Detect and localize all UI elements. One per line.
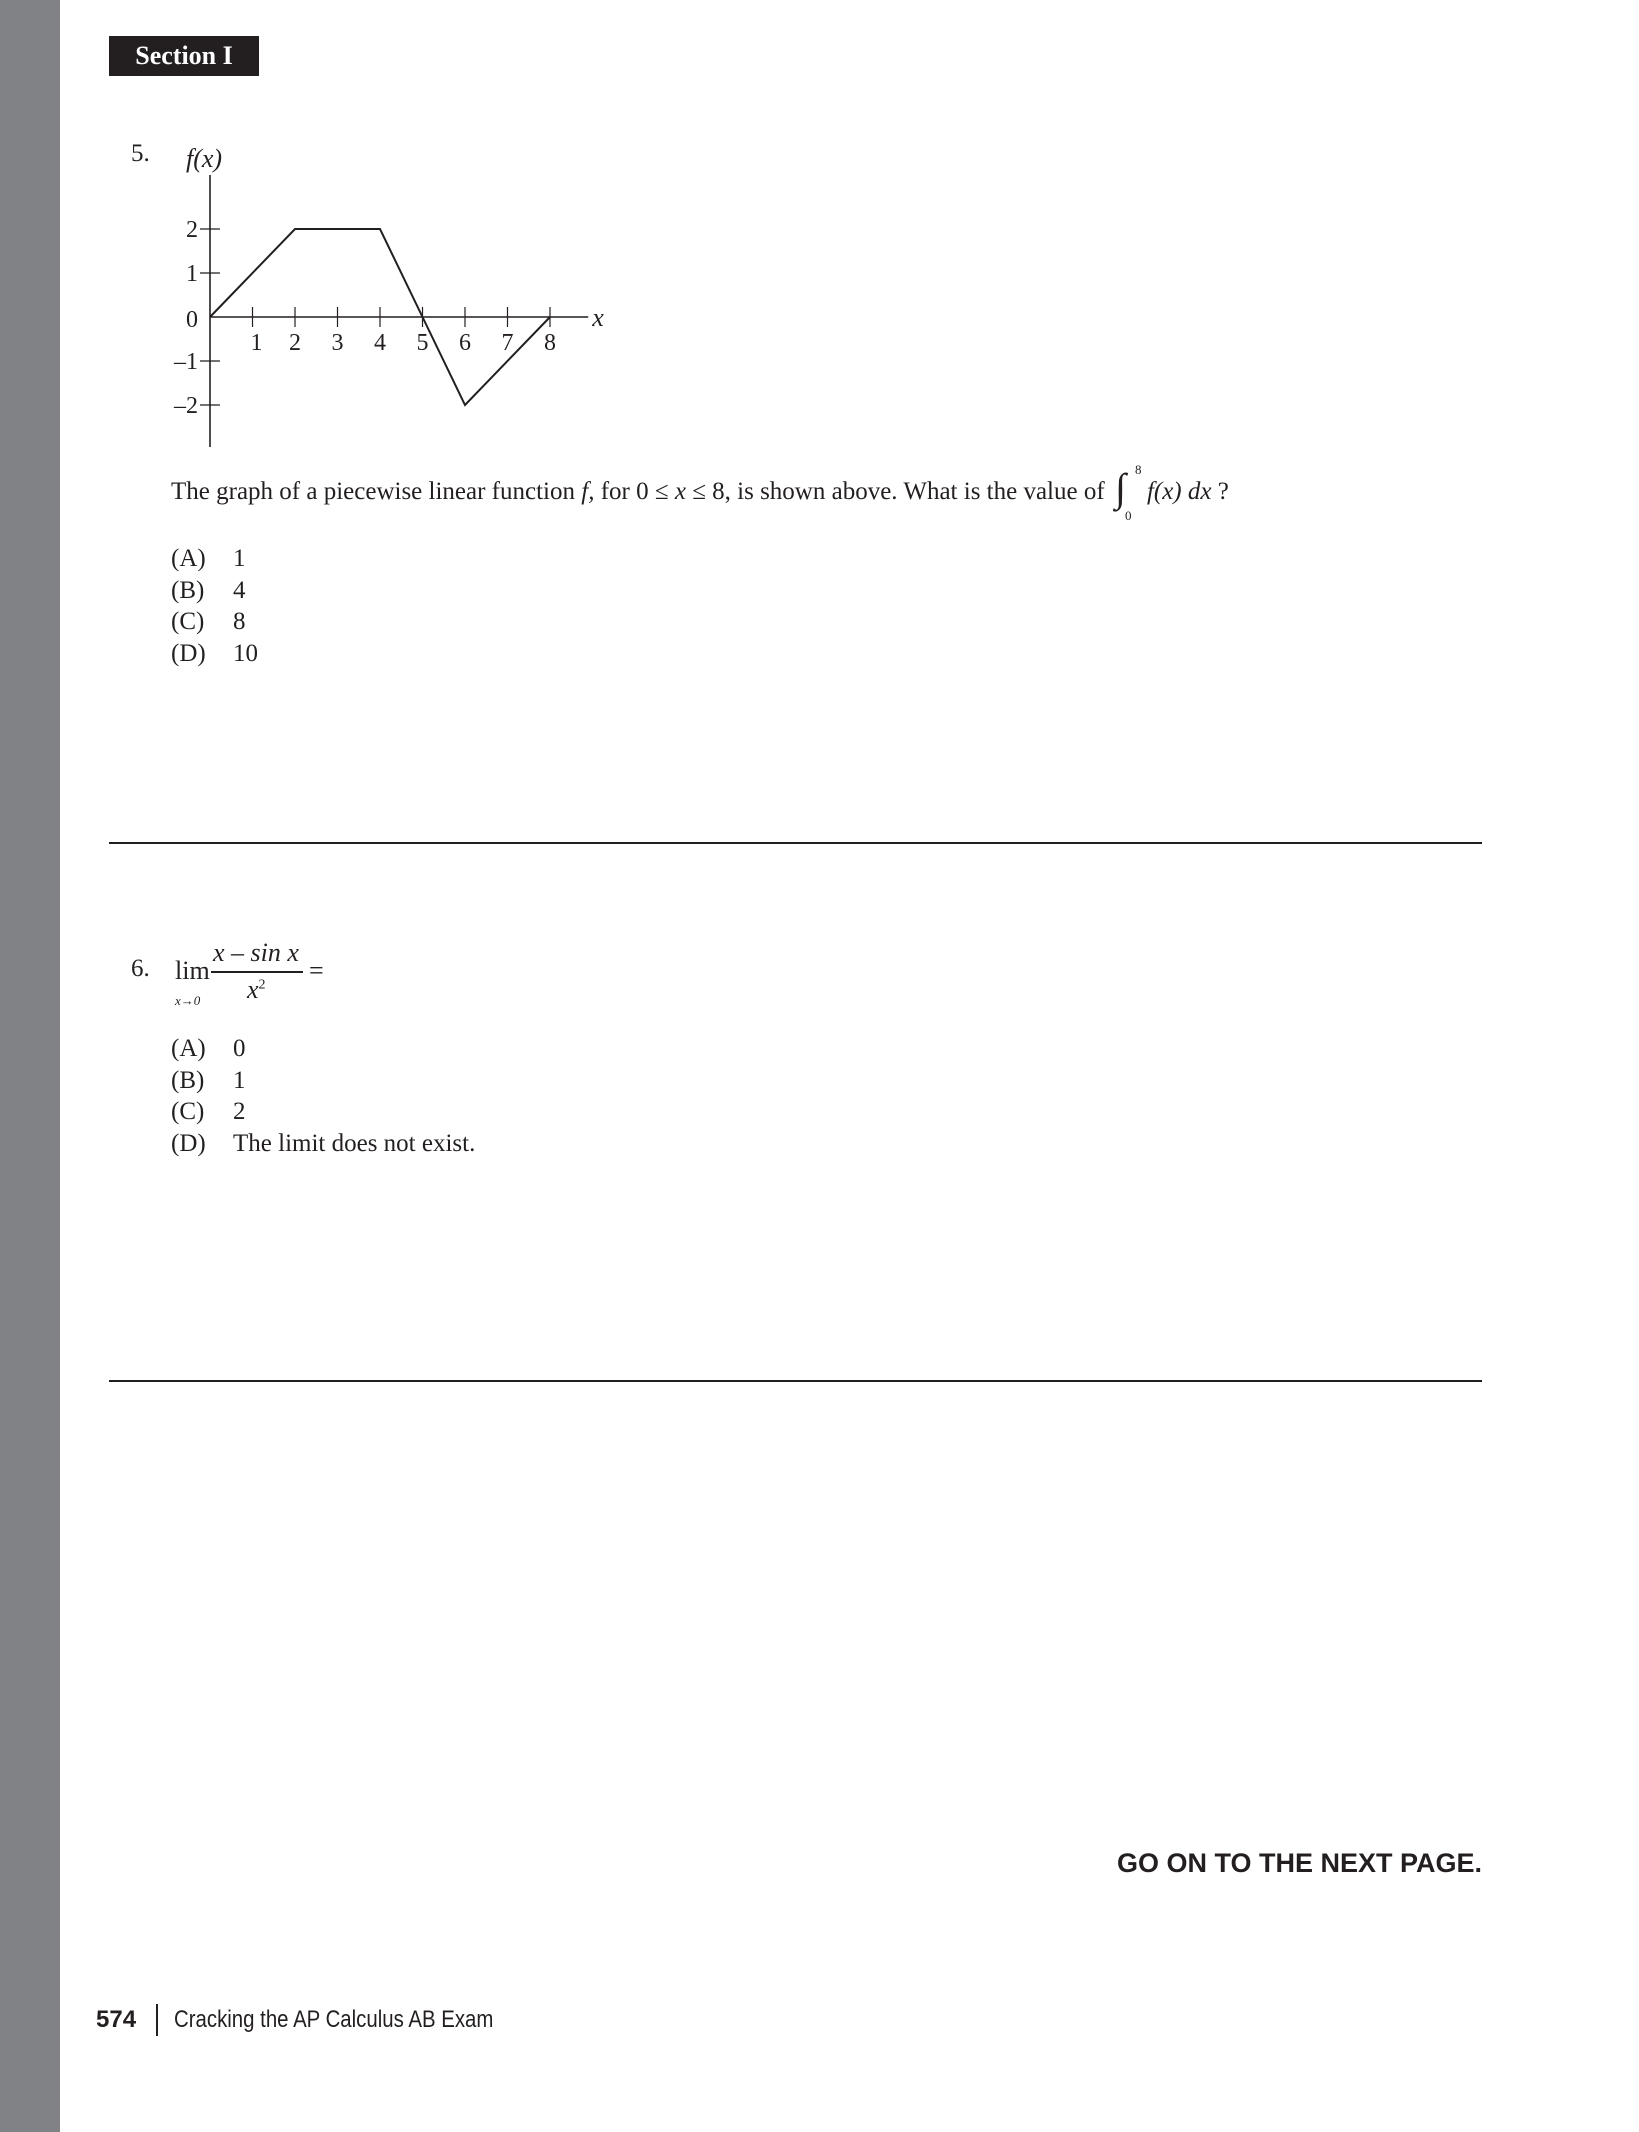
question-5-text (171, 462, 1229, 524)
integral-symbol: ∫ 8 0 (1114, 462, 1142, 524)
q5-text-after: ≤ 8, is shown above. What is the value of (685, 478, 1111, 505)
lim-subscript: x→0 (175, 993, 201, 1008)
q5-text-start: The graph of a piecewise linear function (171, 478, 582, 505)
question-5-choices (171, 543, 258, 669)
y-tick-label: 1 (186, 261, 198, 287)
y-tick-label: –2 (174, 393, 198, 419)
equals-sign: = (309, 956, 324, 985)
footer-separator (156, 2004, 158, 2036)
choice-a[interactable]: (A) 1 (171, 545, 246, 572)
page-footer (96, 2004, 550, 2036)
x-tick-label: 3 (331, 330, 344, 356)
question-6-choices (171, 1033, 475, 1159)
integral-upper-limit: 8 (1134, 462, 1142, 478)
choice-c[interactable]: (C) 8 (171, 608, 246, 635)
x-tick-label: 8 (544, 330, 556, 356)
fraction-denominator: $x^2$ (247, 975, 266, 1004)
page-number: 574 (96, 2006, 137, 2033)
page-gutter (0, 0, 60, 2132)
fraction-numerator: x – sin x (213, 938, 299, 967)
choice-a[interactable]: (A) 0 (171, 1035, 246, 1062)
x-tick-label: 1 (250, 330, 263, 356)
question-5-number: 5. (131, 140, 150, 167)
integrand: f(x) dx (1146, 478, 1212, 505)
question-6-number: 6. (131, 955, 150, 982)
divider-rule (109, 1380, 1482, 1382)
x-tick-label: 5 (416, 330, 429, 356)
y-tick-label: 2 (186, 217, 198, 243)
choice-b[interactable]: (B) 1 (171, 1066, 246, 1094)
piecewise-function-graph (150, 135, 610, 455)
choice-b[interactable]: (B) 4 (171, 576, 246, 604)
q5-text-mid: for 0 ≤ (594, 478, 675, 505)
integral-lower-limit: 0 (1124, 508, 1132, 524)
y-axis-label: f(x) (186, 144, 223, 173)
q5-f: f, (581, 478, 595, 505)
choice-d[interactable]: (D) 10 (171, 639, 258, 667)
y-tick-label: –1 (174, 349, 198, 375)
x-axis-label: x (592, 303, 604, 332)
choice-d[interactable]: (D) The limit does not exist. (171, 1129, 476, 1157)
q5-text-end: ? (1211, 478, 1229, 505)
choice-c[interactable]: (C) 2 (171, 1098, 246, 1125)
y-tick-label: 0 (186, 307, 198, 333)
x-tick-label: 6 (459, 330, 471, 356)
section-label: Section I (109, 36, 259, 76)
graph-labels (173, 144, 604, 419)
x-tick-label: 7 (501, 330, 514, 356)
x-tick-label: 4 (374, 330, 386, 356)
divider-rule (109, 842, 1482, 844)
q5-x: x (674, 478, 686, 505)
next-page-notice: GO ON TO THE NEXT PAGE. (1116, 1848, 1482, 1878)
lim-word: lim (175, 956, 210, 985)
fraction-bar (211, 971, 303, 973)
book-title: Cracking the AP Calculus AB Exam (174, 2006, 494, 2033)
graph-axes (210, 175, 588, 447)
x-tick-label: 2 (289, 330, 301, 356)
